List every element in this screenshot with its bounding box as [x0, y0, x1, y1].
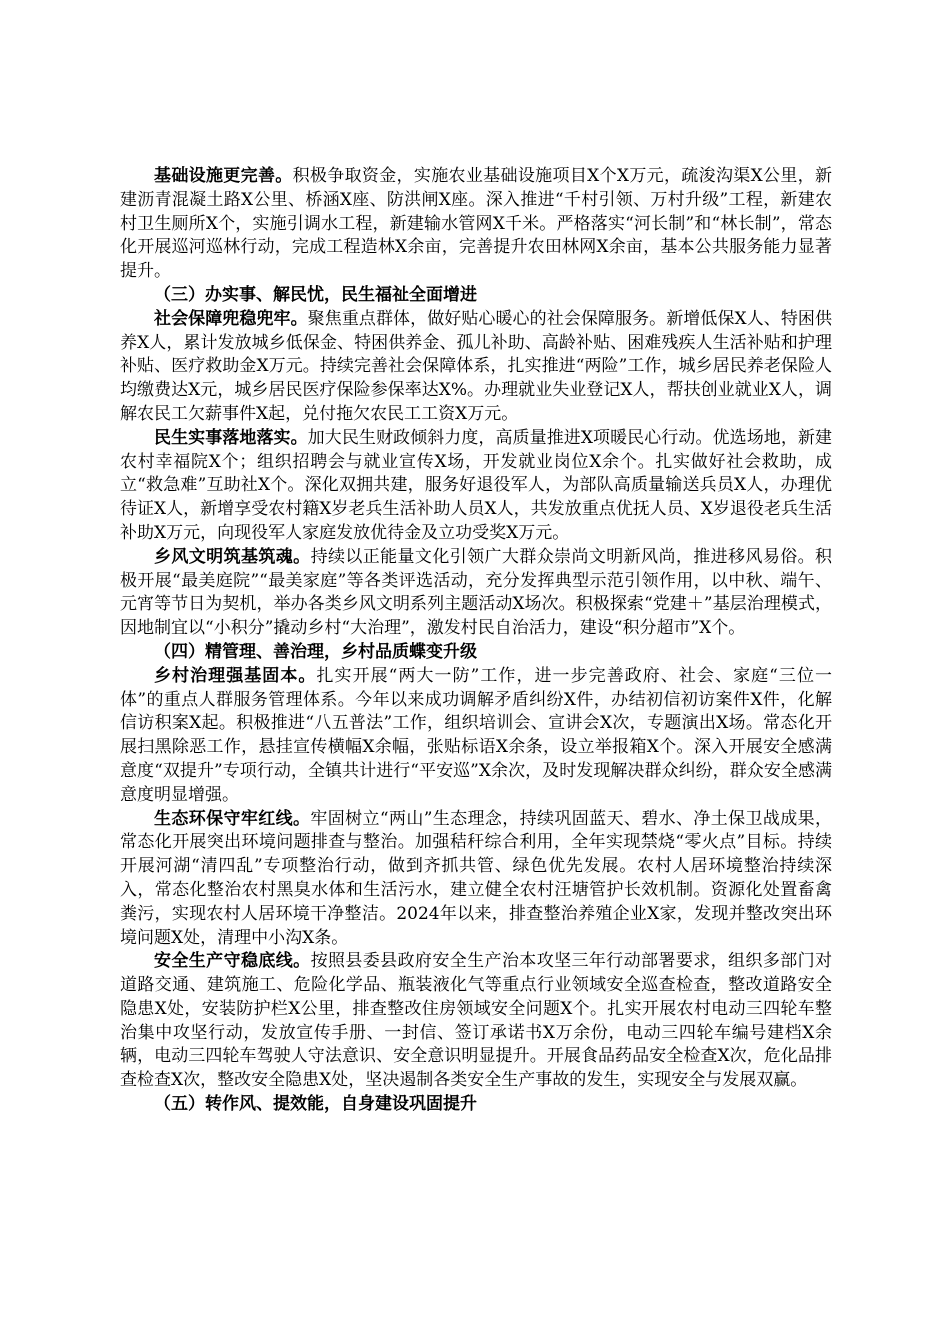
paragraph-lead: 民生实事落地落实。: [154, 427, 308, 448]
paragraph-safety-production: [120, 950, 832, 1093]
paragraph-body: 扎实开展“两大一防”工作，进一步完善政府、社会、家庭“三位一体”的重点人群服务管理体系。今年以来成功调解矛盾纠纷X件，办结初信初访案件X件，化解信访积案X起。积极推进“八五普法”工作，组织培训会、宣讲会X次，专题演出X场。常态化开展扫黑除恶工作，悬挂宣传横幅X余幅，张贴标语X余条，设立举报箱X个。深入开展安全感满意度“双提升”专项行动，全镇共计进行“平安巡”X余次，及时发现解决群众纠纷，群众安全感满意度明显增强。: [120, 665, 833, 805]
paragraph-lead: 乡村治理强基固本。: [154, 665, 317, 686]
section-heading-4: （四）精管理、善治理，乡村品质蝶变升级: [154, 641, 477, 662]
paragraph-social-security: [120, 308, 832, 427]
paragraph-livelihood-projects: [120, 427, 832, 546]
document-page: [120, 165, 832, 1117]
paragraph-rural-civility: [120, 546, 832, 641]
paragraph-lead: 生态环保守牢红线。: [154, 808, 311, 829]
paragraph-body: 加大民生财政倾斜力度，高质量推进X项暖民心行动。优选场地，新建农村幸福院X个；组织招聘会与就业宣传X场，开发就业岗位X余个。扎实做好社会救助，成立“救急难”互助社X个。深化双拥共建，服务好退役军人，为部队高质量输送兵员X人，办理优待证X人，新增享受农村籍X岁老兵生活补助人员X人，共发放重点优抚人员、X岁退役老兵生活补助X万元，向现役军人家庭发放优待金及立功受奖X万元。: [120, 427, 832, 543]
paragraph-infrastructure: [120, 165, 832, 284]
paragraph-body: 聚焦重点群体，做好贴心暖心的社会保障服务。新增低保X人、特困供养X人，累计发放城乡低保金、特困供养金、孤儿补助、高龄补贴、困难残疾人生活补贴和护理补贴、医疗救助金X万元。持续完善社会保障体系，扎实推进“两险”工作，城乡居民养老保险人均缴费达X元，城乡居民医疗保险参保率达X%。办理就业失业登记X人，帮扶创业就业X人，调解农民工欠薪事件X起，兑付拖欠农民工工资X万元。: [120, 308, 832, 424]
paragraph-body: 牢固树立“两山”生态理念，持续巩固蓝天、碧水、净土保卫战成果，常态化开展突出环境问题排查与整治。加强秸秆综合利用，全年实现禁烧“零火点”目标。持续开展河湖“清四乱”专项整治行动，做到齐抓共管、绿色优先发展。农村人居环境整治持续深入，常态化整治农村黑臭水体和生活污水，建立健全农村汪塘管护长效机制。资源化处置畜禽粪污，实现农村人居环境干净整洁。2024年以来，排查整治养殖企业X家，发现并整改突出环境问题X处，清理中小沟X条。: [120, 808, 832, 948]
section-heading-3: （三）办实事、解民忧，民生福祉全面增进: [154, 284, 477, 305]
paragraph-lead: 基础设施更完善。: [154, 166, 293, 186]
paragraph-lead: 社会保障兜稳兜牢。: [154, 308, 308, 329]
paragraph-body: 按照县委县政府安全生产治本攻坚三年行动部署要求，组织多部门对道路交通、建筑施工、危险化学品、瓶装液化气等重点行业领域安全巡查检查，整改道路安全隐患X处，安装防护栏X公里，排查整改住房领域安全问题X个。扎实开展农村电动三四轮车整治集中攻坚行动，发放宣传手册、一封信、签订承诺书X万余份，电动三四轮车编号建档X余辆，电动三四轮车驾驶人守法意识、安全意识明显提升。开展食品药品安全检查X次，危化品排查检查X次，整改安全隐患X处，坚决遏制各类安全生产事故的发生，实现安全与发展双赢。: [120, 951, 833, 1091]
paragraph-rural-governance: [120, 665, 832, 808]
paragraph-lead: 乡风文明筑基筑魂。: [154, 546, 311, 567]
section-heading-5: （五）转作风、提效能，自身建设巩固提升: [154, 1094, 477, 1115]
paragraph-body: 持续以正能量文化引领广大群众崇尚文明新风尚，推进移风易俗。积极开展“最美庭院”“最美家庭”等各类评选活动，充分发挥典型示范引领作用，以中秋、端午、元宵等节日为契机，举办各类乡风文明系列主题活动X场次。积极探索“党建＋”基层治理模式，因地制宜以“小积分”撬动乡村“大治理”，激发村民自治活力，建设“积分超市”X个。: [120, 546, 833, 639]
paragraph-lead: 安全生产守稳底线。: [154, 951, 311, 972]
paragraph-body: 积极争取资金，实施农业基础设施项目X个X万元，疏浚沟渠X公里，新建沥青混凝土路X公里、桥涵X座、防洪闸X座。深入推进“千村引领、万村升级”工程，新建农村卫生厕所X个，实施引调水工程，新建输水管网X千米。严格落实“河长制”和“林长制”，常态化开展巡河巡林行动，完成工程造林X余亩，完善提升农田林网X余亩，基本公共服务能力显著提升。: [120, 166, 833, 282]
paragraph-ecology: [120, 808, 832, 951]
